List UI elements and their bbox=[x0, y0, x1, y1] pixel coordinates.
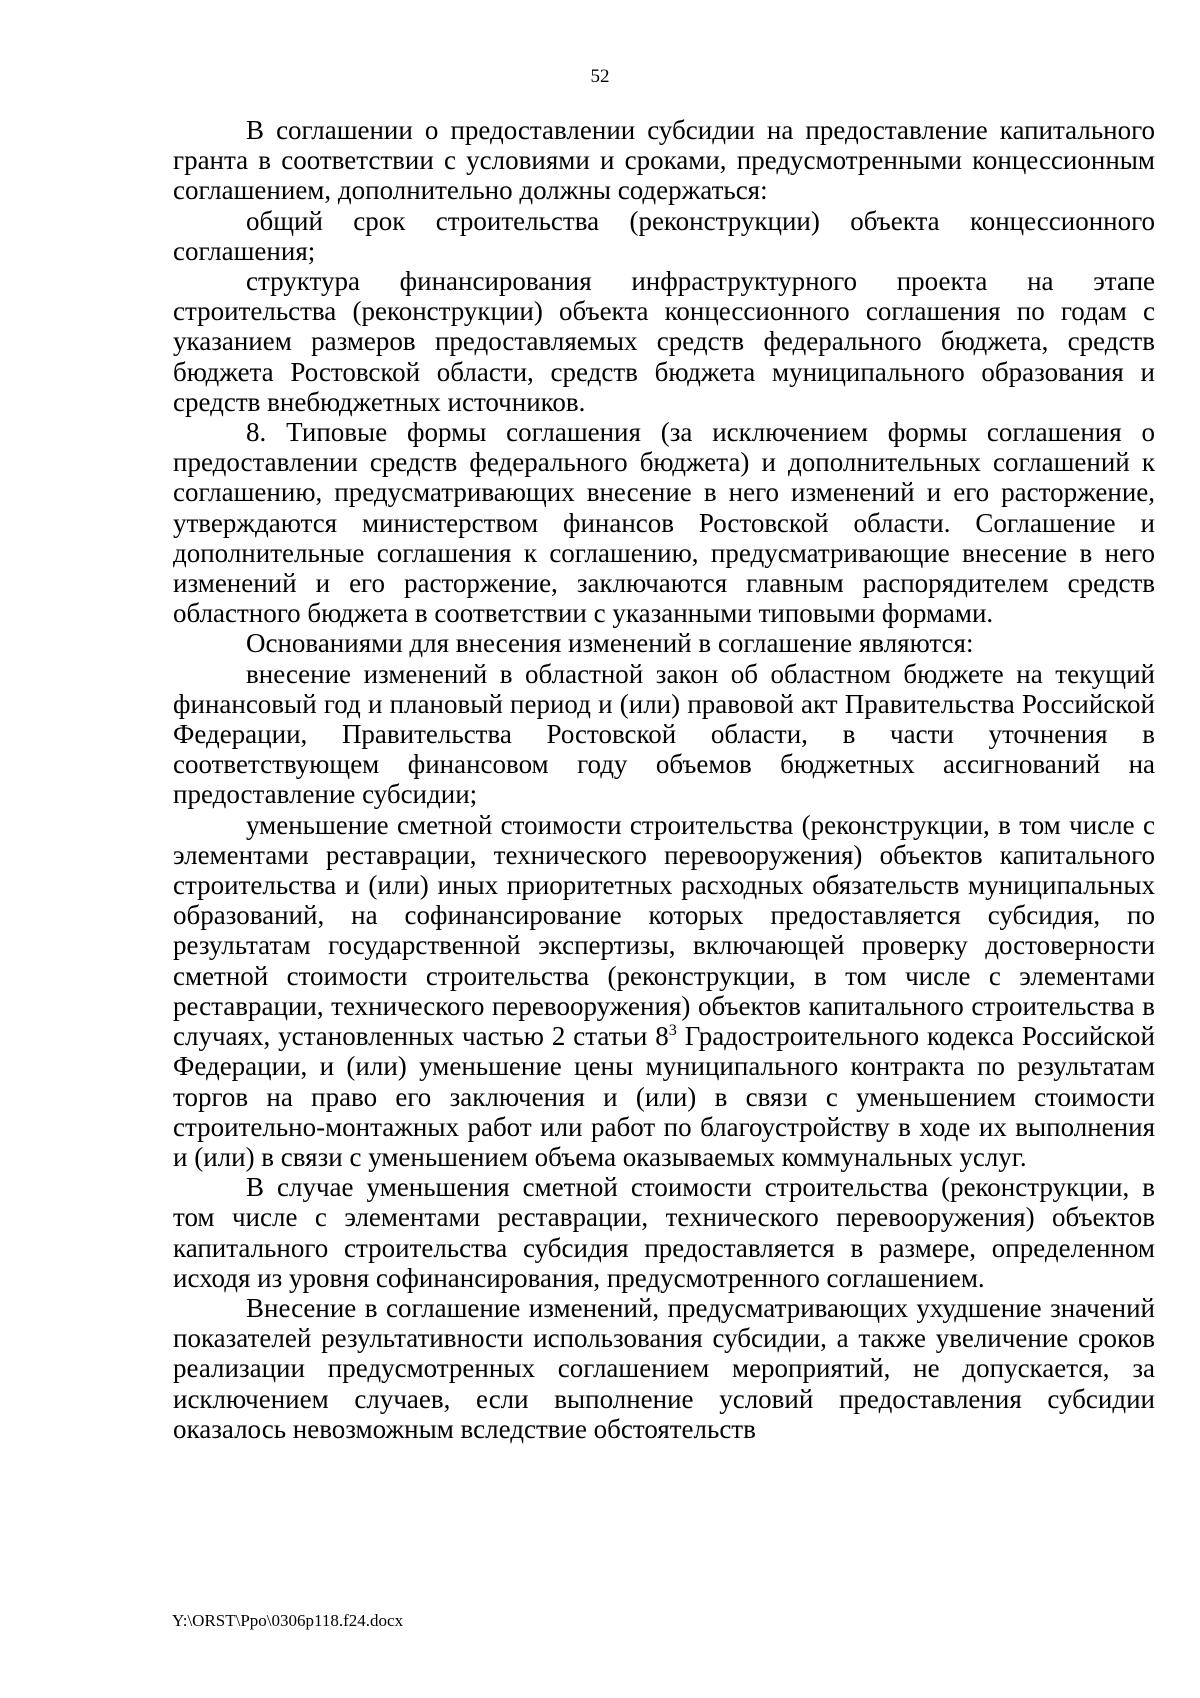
page-number: 52 bbox=[590, 66, 610, 87]
footer-file-path: Y:\ORST\Ppo\0306p118.f24.docx bbox=[172, 1611, 404, 1630]
paragraph-construction-term: общий срок строительства (реконструкции) объекта концессионного соглашения; bbox=[173, 205, 1155, 266]
cost-reduction-text-start: уменьшение сметной стоимости строительства (реконструкции, в том числе с элементами реставрации, технического перевооружения) объектов капитального строительства и (или) иных приоритетных расходных обязательств муниципальных образований, на софинансирование которых предоставляется субсидия, по результатам государственной экспертизы, включающей проверку достоверности сметной стоимости строительства (реконструкции, в том числе с элементами реставрации, технического перевооружения) объектов капитального строительства в случаях, установленных частью 2 статьи 8 bbox=[173, 809, 1155, 1052]
paragraph-capital-grant-agreement: В соглашении о предоставлении субсидии на предоставление капитального гранта в соответствии с условиями и сроками, предусмотренными концессионным соглашением, дополнительно должны содержаться: bbox=[173, 115, 1155, 206]
paragraph-grounds-for-changes: Основаниями для внесения изменений в соглашение являются: bbox=[246, 628, 974, 659]
paragraph-financing-structure: структура финансирования инфраструктурного проекта на этапе строительства (реконструкции) объекта концессионного соглашения по годам с указанием размеров предоставляемых средств федерального бюджета, средств бюджета Ростовской области, средств бюджета муниципального образования и средств внебюджетных источников. bbox=[173, 266, 1155, 417]
paragraph-standard-forms: 8. Типовые формы соглашения (за исключением формы соглашения о предоставлении средств федерального бюджета) и дополнительных соглашений к соглашению, предусматривающих внесение в него изменений и его расторжение, утверждаются министерством финансов Ростовской области. Соглашение и дополнительные соглашения к соглашению, предусматривающие внесение в него изменений и его расторжение, заключаются главным распорядителем средств областного бюджета в соответствии с указанными типовыми формами. bbox=[173, 417, 1155, 629]
paragraph-cost-reduction bbox=[173, 810, 1155, 1172]
document-body bbox=[173, 115, 1155, 1444]
paragraph-subsidy-reduction-case: В случае уменьшения сметной стоимости строительства (реконструкции, в том числе с элементами реставрации, технического перевооружения) объектов капитального строительства субсидия предоставляется в размере, определенном исходя из уровня софинансирования, предусмотренного соглашением. bbox=[173, 1172, 1155, 1293]
article-superscript: 3 bbox=[668, 1021, 677, 1040]
paragraph-budget-law-changes: внесение изменений в областной закон об областном бюджете на текущий финансовый год и плановый период и (или) правовой акт Правительства Российской Федерации, Правительства Ростовской области, в части уточнения в соответствующем финансовом году объемов бюджетных ассигнований на предоставление субсидии; bbox=[173, 658, 1155, 810]
cost-reduction-text-end: Градостроительного кодекса Российской Федерации, и (или) уменьшение цены муниципального контракта по результатам торгов на право его заключения и (или) в связи с уменьшением стоимости строительно-монтажных работ или работ по благоустройству в ходе их выполнения и (или) в связи с уменьшением объема оказываемых коммунальных услуг. bbox=[173, 1021, 1155, 1172]
paragraph-indicator-changes: Внесение в соглашение изменений, предусматривающих ухудшение значений показателей результативности использования субсидии, а также увеличение сроков реализации предусмотренных соглашением мероприятий, не допускается, за исключением случаев, если выполнение условий предоставления субсидии оказалось невозможным вследствие обстоятельств bbox=[173, 1292, 1155, 1444]
